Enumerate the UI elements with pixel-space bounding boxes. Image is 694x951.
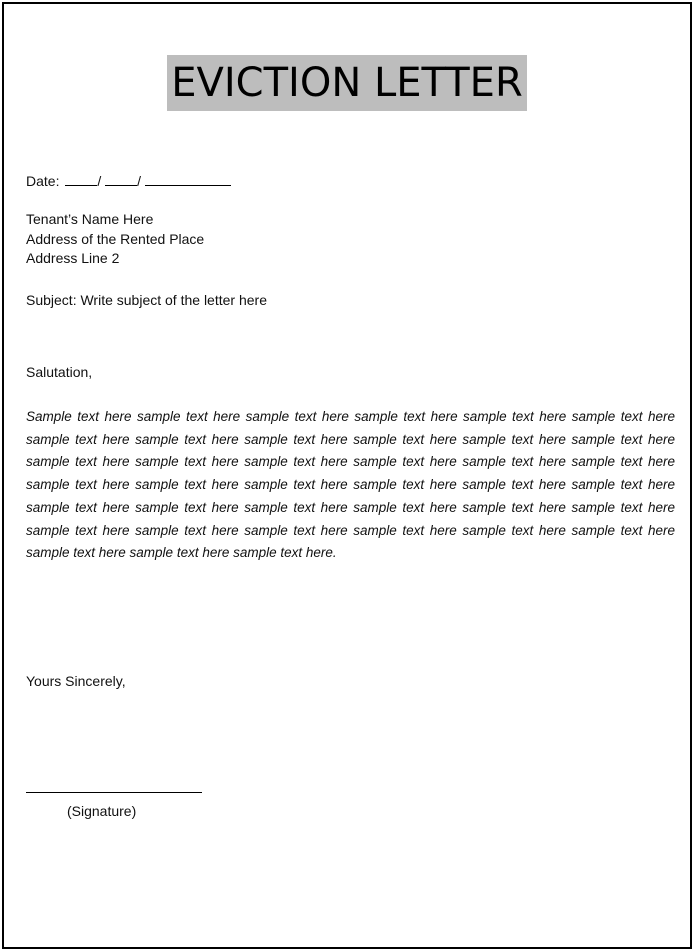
page-title: EVICTION LETTER bbox=[167, 55, 527, 111]
date-separator-1: / bbox=[97, 173, 102, 189]
letter-body: Sample text here sample text here sample text here sample text here sample text here sample text here sample text here sample text here sample text here sample text here sample text here sample text here sample text here sample text here sample text here sample text here sample text here sample text here sample text here sample text here sample text here sample text here sample text here sample text here sample text here sample text here sample text here sample text here sample text here sample text here sample text here sample text here sample text here sample text here sample text here sample text here sample text here sample text here sample text here. bbox=[26, 409, 675, 561]
title-container bbox=[4, 55, 690, 111]
salutation: Salutation, bbox=[26, 364, 93, 380]
subject-line: Subject: Write subject of the letter here bbox=[26, 292, 267, 308]
date-separator-2: / bbox=[137, 173, 142, 189]
date-month-blank bbox=[105, 172, 137, 186]
date-year-blank bbox=[145, 172, 231, 186]
letter-page bbox=[2, 2, 692, 949]
recipient-address-2: Address Line 2 bbox=[26, 250, 120, 266]
closing: Yours Sincerely, bbox=[26, 673, 126, 689]
date-line bbox=[26, 172, 231, 191]
recipient-name: Tenant’s Name Here bbox=[26, 211, 154, 227]
date-day-blank bbox=[65, 172, 97, 186]
date-label: Date: bbox=[26, 173, 60, 189]
signature-line bbox=[26, 792, 202, 793]
recipient-address-1: Address of the Rented Place bbox=[26, 231, 205, 247]
signature-label: (Signature) bbox=[67, 803, 137, 819]
